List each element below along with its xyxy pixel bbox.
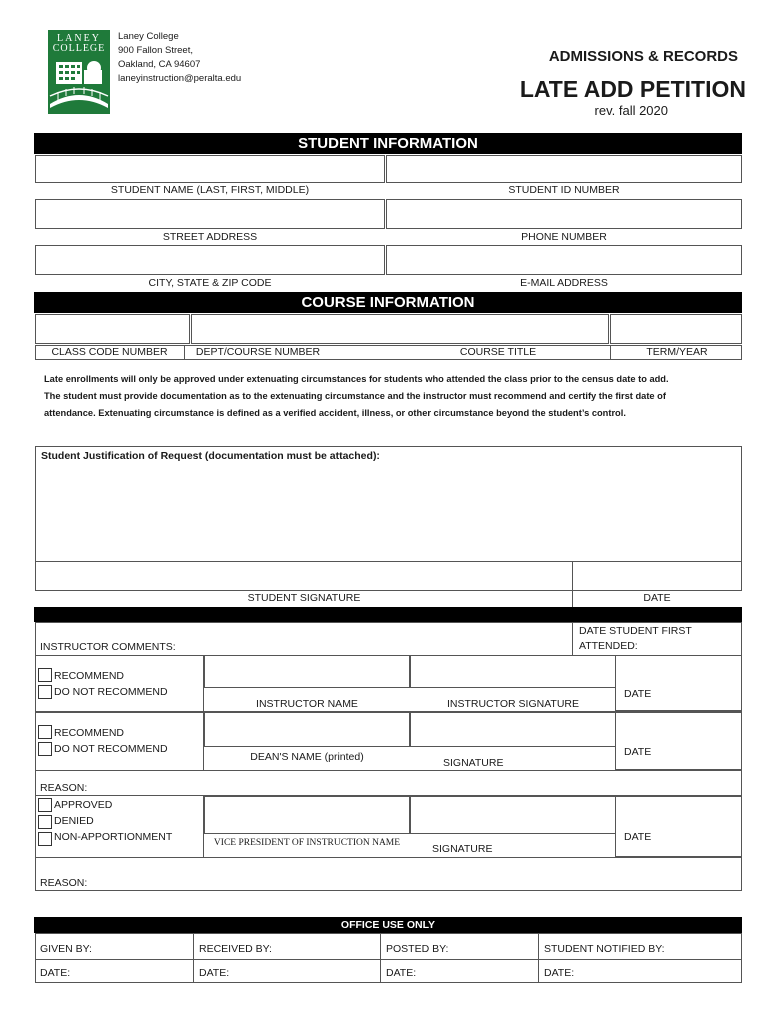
student-id-field[interactable]: [386, 155, 742, 183]
class-code-field[interactable]: [35, 314, 190, 344]
first-attended-label-1: DATE STUDENT FIRST: [579, 625, 692, 637]
college-street: 900 Fallon Street,: [118, 45, 193, 56]
office-col-1: [193, 933, 194, 983]
logo-line-2: COLLEGE: [52, 43, 106, 54]
instructor-signature-label: INSTRUCTOR SIGNATURE: [446, 698, 580, 710]
instructor-do-not-recommend-checkbox[interactable]: [38, 685, 52, 699]
office-col-2: [380, 933, 381, 983]
student-signature-date-label: DATE: [643, 592, 671, 604]
term-year-field[interactable]: [610, 314, 742, 344]
dept-course-label: DEPT/COURSE NUMBER: [195, 346, 321, 358]
class-code-label: CLASS CODE NUMBER: [51, 346, 168, 358]
dept-course-field[interactable]: [191, 314, 609, 344]
revision-label: rev. fall 2020: [594, 103, 668, 118]
college-email: laneyinstruction@peralta.edu: [118, 73, 242, 84]
student-name-field[interactable]: [35, 155, 385, 183]
vp-non-apportionment-label: NON-APPORTIONMENT: [54, 831, 173, 843]
phone-number-label: PHONE NUMBER: [521, 231, 607, 243]
email-address-field[interactable]: [386, 245, 742, 275]
vp-denied-checkbox[interactable]: [38, 815, 52, 829]
dean-reason-label: REASON:: [40, 782, 88, 794]
phone-number-field[interactable]: [386, 199, 742, 229]
college-name: Laney College: [118, 31, 179, 42]
student-signature-field[interactable]: [35, 561, 573, 591]
instructor-do-not-recommend-label: DO NOT RECOMMEND: [54, 686, 168, 698]
dean-recommend-checkbox[interactable]: [38, 725, 52, 739]
dean-signature-field[interactable]: [410, 712, 616, 747]
street-address-field[interactable]: [35, 199, 385, 229]
term-year-label: TERM/YEAR: [646, 346, 708, 358]
instructor-recommend-label: RECOMMEND: [54, 670, 124, 682]
student-info-heading: STUDENT INFORMATION: [34, 133, 742, 154]
vp-name-label: VICE PRESIDENT OF INSTRUCTION NAME: [213, 838, 401, 848]
signature-date-divider: [572, 591, 573, 607]
course-divider-1: [184, 345, 185, 360]
divider-bar: [34, 607, 742, 622]
vp-signature-label: SIGNATURE: [432, 843, 493, 855]
office-row-divider: [35, 959, 742, 960]
dean-recommend-label: RECOMMEND: [54, 727, 124, 739]
vp-non-apportionment-checkbox[interactable]: [38, 832, 52, 846]
student-signature-label: STUDENT SIGNATURE: [247, 592, 361, 604]
student-signature-date-field[interactable]: [572, 561, 742, 591]
instructor-name-field[interactable]: [204, 655, 410, 688]
notified-date-label: DATE:: [544, 967, 575, 979]
instructor-comments-label: INSTRUCTOR COMMENTS:: [40, 641, 176, 653]
office-use-heading: OFFICE USE ONLY: [34, 917, 742, 933]
student-notified-by-label: STUDENT NOTIFIED BY:: [544, 943, 665, 955]
justification-box[interactable]: [35, 446, 742, 562]
college-city: Oakland, CA 94607: [118, 59, 201, 70]
office-col-3: [538, 933, 539, 983]
logo-line-1: LANEY: [57, 33, 101, 44]
dean-signature-label: SIGNATURE: [443, 757, 504, 769]
page-title: LATE ADD PETITION: [519, 76, 746, 102]
student-name-label: STUDENT NAME (LAST, FIRST, MIDDLE): [110, 184, 310, 196]
dean-do-not-recommend-label: DO NOT RECOMMEND: [54, 743, 168, 755]
given-date-label: DATE:: [40, 967, 71, 979]
posted-by-label: POSTED BY:: [386, 943, 449, 955]
department-title: ADMISSIONS & RECORDS: [548, 48, 738, 65]
first-attended-label-2: ATTENDED:: [579, 640, 638, 652]
given-by-label: GIVEN BY:: [40, 943, 92, 955]
street-address-label: STREET ADDRESS: [162, 231, 258, 243]
email-address-label: E-MAIL ADDRESS: [520, 277, 608, 289]
dean-date-field[interactable]: [615, 712, 742, 770]
instructor-date-field[interactable]: [615, 655, 742, 711]
dean-date-label: DATE: [624, 746, 652, 758]
vp-reason-top: [35, 857, 742, 858]
vp-reason-label: REASON:: [40, 877, 88, 889]
vp-approved-checkbox[interactable]: [38, 798, 52, 812]
dean-name-label: DEAN'S NAME (printed): [250, 751, 364, 763]
received-by-label: RECEIVED BY:: [199, 943, 272, 955]
vp-denied-label: DENIED: [54, 815, 94, 827]
vp-date-field[interactable]: [615, 796, 742, 857]
course-divider-2: [610, 345, 611, 360]
instructor-signature-field[interactable]: [410, 655, 616, 688]
dean-reason-top: [35, 770, 742, 771]
vp-approved-label: APPROVED: [54, 799, 113, 811]
dean-do-not-recommend-checkbox[interactable]: [38, 742, 52, 756]
course-info-heading: COURSE INFORMATION: [34, 292, 742, 313]
student-id-label: STUDENT ID NUMBER: [508, 184, 620, 196]
city-state-zip-label: CITY, STATE & ZIP CODE: [148, 277, 272, 289]
city-state-zip-field[interactable]: [35, 245, 385, 275]
vp-date-label: DATE: [624, 831, 652, 843]
instructor-name-label: INSTRUCTOR NAME: [256, 698, 358, 710]
instructor-recommend-checkbox[interactable]: [38, 668, 52, 682]
policy-text: Late enrollments will only be approved under extenuating circumstances for students who attended the class prior to the census date to add. The student must provide documentation as to the extenuating circumstance and the instructor must recommend and certify the first date of attendance. Extenuating circumstance is defined as a verified accident, illness, or other circumstance beyond the student’s control.: [44, 374, 669, 418]
dean-name-field[interactable]: [204, 712, 410, 747]
course-title-label: COURSE TITLE: [459, 346, 537, 358]
building-illustration-icon: [48, 56, 110, 114]
college-logo: [48, 30, 110, 114]
posted-date-label: DATE:: [386, 967, 417, 979]
justification-label: Student Justification of Request (documentation must be attached):: [41, 450, 380, 462]
instructor-date-label: DATE: [624, 688, 652, 700]
vp-name-field[interactable]: [204, 796, 410, 834]
received-date-label: DATE:: [199, 967, 230, 979]
vp-signature-field[interactable]: [410, 796, 616, 834]
